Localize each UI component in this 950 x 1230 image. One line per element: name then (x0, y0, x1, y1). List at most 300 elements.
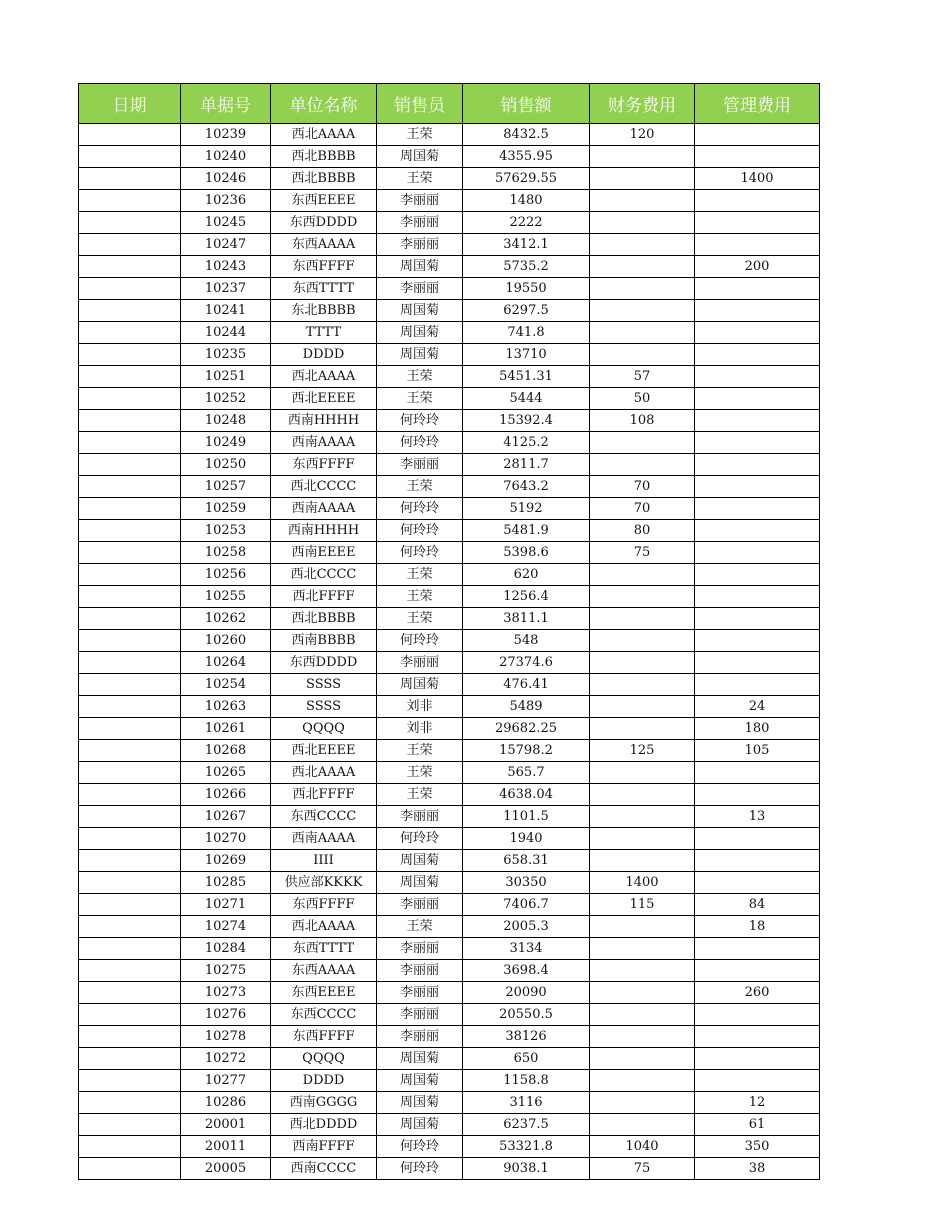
cell-salesperson[interactable]: 李丽丽 (377, 960, 463, 982)
cell-sales-amount[interactable]: 1480 (463, 190, 590, 212)
cell-sales-amount[interactable]: 30350 (463, 872, 590, 894)
cell-date[interactable] (79, 872, 181, 894)
cell-unit-name[interactable]: 西南CCCC (271, 1158, 377, 1180)
cell-salesperson[interactable]: 何玲玲 (377, 828, 463, 850)
cell-finance-fee[interactable] (590, 960, 695, 982)
cell-salesperson[interactable]: 周国菊 (377, 1070, 463, 1092)
cell-doc-no[interactable]: 20011 (181, 1136, 271, 1158)
cell-finance-fee[interactable]: 50 (590, 388, 695, 410)
cell-doc-no[interactable]: 10264 (181, 652, 271, 674)
cell-admin-fee[interactable]: 13 (695, 806, 820, 828)
cell-doc-no[interactable]: 10248 (181, 410, 271, 432)
column-header-salesperson[interactable]: 销售员 (377, 84, 463, 124)
cell-date[interactable] (79, 256, 181, 278)
cell-date[interactable] (79, 1026, 181, 1048)
cell-doc-no[interactable]: 10272 (181, 1048, 271, 1070)
cell-doc-no[interactable]: 10277 (181, 1070, 271, 1092)
cell-sales-amount[interactable]: 5192 (463, 498, 590, 520)
cell-sales-amount[interactable]: 3811.1 (463, 608, 590, 630)
cell-date[interactable] (79, 828, 181, 850)
cell-sales-amount[interactable]: 5451.31 (463, 366, 590, 388)
cell-admin-fee[interactable] (695, 190, 820, 212)
cell-unit-name[interactable]: 西北FFFF (271, 586, 377, 608)
cell-date[interactable] (79, 498, 181, 520)
cell-salesperson[interactable]: 周国菊 (377, 344, 463, 366)
cell-unit-name[interactable]: 西北CCCC (271, 476, 377, 498)
cell-doc-no[interactable]: 10267 (181, 806, 271, 828)
cell-date[interactable] (79, 586, 181, 608)
cell-doc-no[interactable]: 10235 (181, 344, 271, 366)
cell-unit-name[interactable]: 西南HHHH (271, 520, 377, 542)
cell-doc-no[interactable]: 10273 (181, 982, 271, 1004)
cell-sales-amount[interactable]: 3134 (463, 938, 590, 960)
cell-salesperson[interactable]: 王荣 (377, 168, 463, 190)
cell-sales-amount[interactable]: 13710 (463, 344, 590, 366)
cell-salesperson[interactable]: 李丽丽 (377, 278, 463, 300)
cell-finance-fee[interactable]: 115 (590, 894, 695, 916)
column-header-finance-fee[interactable]: 财务费用 (590, 84, 695, 124)
cell-date[interactable] (79, 1004, 181, 1026)
cell-doc-no[interactable]: 10276 (181, 1004, 271, 1026)
cell-sales-amount[interactable]: 4125.2 (463, 432, 590, 454)
cell-finance-fee[interactable]: 1400 (590, 872, 695, 894)
cell-date[interactable] (79, 520, 181, 542)
cell-admin-fee[interactable] (695, 828, 820, 850)
cell-admin-fee[interactable] (695, 1070, 820, 1092)
cell-doc-no[interactable]: 10265 (181, 762, 271, 784)
cell-doc-no[interactable]: 10255 (181, 586, 271, 608)
cell-date[interactable] (79, 652, 181, 674)
cell-doc-no[interactable]: 10243 (181, 256, 271, 278)
column-header-doc-no[interactable]: 单据号 (181, 84, 271, 124)
column-header-admin-fee[interactable]: 管理费用 (695, 84, 820, 124)
cell-salesperson[interactable]: 何玲玲 (377, 542, 463, 564)
cell-salesperson[interactable]: 李丽丽 (377, 982, 463, 1004)
cell-unit-name[interactable]: 东西FFFF (271, 454, 377, 476)
cell-unit-name[interactable]: 东西DDDD (271, 212, 377, 234)
cell-doc-no[interactable]: 10247 (181, 234, 271, 256)
cell-doc-no[interactable]: 10266 (181, 784, 271, 806)
cell-unit-name[interactable]: 东西CCCC (271, 806, 377, 828)
cell-sales-amount[interactable]: 20090 (463, 982, 590, 1004)
cell-sales-amount[interactable]: 3116 (463, 1092, 590, 1114)
cell-date[interactable] (79, 344, 181, 366)
cell-salesperson[interactable]: 李丽丽 (377, 652, 463, 674)
cell-unit-name[interactable]: SSSS (271, 674, 377, 696)
cell-admin-fee[interactable] (695, 124, 820, 146)
cell-date[interactable] (79, 234, 181, 256)
cell-sales-amount[interactable]: 20550.5 (463, 1004, 590, 1026)
cell-salesperson[interactable]: 李丽丽 (377, 938, 463, 960)
cell-unit-name[interactable]: 东西EEEE (271, 982, 377, 1004)
cell-unit-name[interactable]: 东西TTTT (271, 938, 377, 960)
cell-finance-fee[interactable] (590, 190, 695, 212)
cell-date[interactable] (79, 608, 181, 630)
cell-sales-amount[interactable]: 658.31 (463, 850, 590, 872)
cell-salesperson[interactable]: 何玲玲 (377, 410, 463, 432)
cell-admin-fee[interactable] (695, 476, 820, 498)
cell-sales-amount[interactable]: 19550 (463, 278, 590, 300)
cell-admin-fee[interactable] (695, 146, 820, 168)
cell-sales-amount[interactable]: 3412.1 (463, 234, 590, 256)
cell-salesperson[interactable]: 周国菊 (377, 1048, 463, 1070)
cell-sales-amount[interactable]: 6297.5 (463, 300, 590, 322)
cell-sales-amount[interactable]: 2005.3 (463, 916, 590, 938)
cell-unit-name[interactable]: 西南AAAA (271, 828, 377, 850)
cell-date[interactable] (79, 1070, 181, 1092)
cell-unit-name[interactable]: 西北EEEE (271, 740, 377, 762)
cell-finance-fee[interactable] (590, 1004, 695, 1026)
cell-admin-fee[interactable] (695, 630, 820, 652)
cell-doc-no[interactable]: 10236 (181, 190, 271, 212)
cell-doc-no[interactable]: 20001 (181, 1114, 271, 1136)
cell-salesperson[interactable]: 周国菊 (377, 322, 463, 344)
cell-doc-no[interactable]: 10257 (181, 476, 271, 498)
cell-unit-name[interactable]: 东西AAAA (271, 234, 377, 256)
cell-sales-amount[interactable]: 650 (463, 1048, 590, 1070)
cell-admin-fee[interactable] (695, 850, 820, 872)
cell-doc-no[interactable]: 10249 (181, 432, 271, 454)
cell-sales-amount[interactable]: 5735.2 (463, 256, 590, 278)
cell-salesperson[interactable]: 李丽丽 (377, 1004, 463, 1026)
cell-date[interactable] (79, 1136, 181, 1158)
cell-finance-fee[interactable]: 125 (590, 740, 695, 762)
cell-doc-no[interactable]: 10237 (181, 278, 271, 300)
cell-date[interactable] (79, 476, 181, 498)
cell-finance-fee[interactable] (590, 278, 695, 300)
cell-admin-fee[interactable] (695, 1048, 820, 1070)
cell-unit-name[interactable]: 西北AAAA (271, 762, 377, 784)
cell-finance-fee[interactable] (590, 1092, 695, 1114)
cell-salesperson[interactable]: 何玲玲 (377, 520, 463, 542)
cell-date[interactable] (79, 850, 181, 872)
cell-admin-fee[interactable] (695, 586, 820, 608)
cell-sales-amount[interactable]: 27374.6 (463, 652, 590, 674)
column-header-unit-name[interactable]: 单位名称 (271, 84, 377, 124)
cell-sales-amount[interactable]: 15392.4 (463, 410, 590, 432)
cell-salesperson[interactable]: 李丽丽 (377, 894, 463, 916)
cell-unit-name[interactable]: 东西TTTT (271, 278, 377, 300)
cell-unit-name[interactable]: 西北FFFF (271, 784, 377, 806)
cell-unit-name[interactable]: 西北CCCC (271, 564, 377, 586)
cell-date[interactable] (79, 916, 181, 938)
cell-doc-no[interactable]: 10241 (181, 300, 271, 322)
cell-finance-fee[interactable] (590, 696, 695, 718)
cell-finance-fee[interactable] (590, 212, 695, 234)
cell-doc-no[interactable]: 10286 (181, 1092, 271, 1114)
cell-salesperson[interactable]: 刘非 (377, 696, 463, 718)
cell-unit-name[interactable]: 西北BBBB (271, 168, 377, 190)
cell-unit-name[interactable]: 西南EEEE (271, 542, 377, 564)
cell-sales-amount[interactable]: 5481.9 (463, 520, 590, 542)
cell-admin-fee[interactable] (695, 322, 820, 344)
cell-unit-name[interactable]: QQQQ (271, 718, 377, 740)
cell-date[interactable] (79, 982, 181, 1004)
cell-salesperson[interactable]: 周国菊 (377, 146, 463, 168)
cell-salesperson[interactable]: 何玲玲 (377, 630, 463, 652)
cell-finance-fee[interactable] (590, 256, 695, 278)
cell-doc-no[interactable]: 10262 (181, 608, 271, 630)
cell-finance-fee[interactable] (590, 1070, 695, 1092)
cell-salesperson[interactable]: 何玲玲 (377, 1158, 463, 1180)
cell-finance-fee[interactable] (590, 1048, 695, 1070)
cell-date[interactable] (79, 938, 181, 960)
cell-admin-fee[interactable]: 1400 (695, 168, 820, 190)
cell-salesperson[interactable]: 王荣 (377, 608, 463, 630)
cell-admin-fee[interactable] (695, 608, 820, 630)
cell-doc-no[interactable]: 10269 (181, 850, 271, 872)
cell-date[interactable] (79, 740, 181, 762)
cell-unit-name[interactable]: 东西FFFF (271, 256, 377, 278)
cell-sales-amount[interactable]: 7406.7 (463, 894, 590, 916)
cell-doc-no[interactable]: 10244 (181, 322, 271, 344)
cell-admin-fee[interactable]: 18 (695, 916, 820, 938)
column-header-date[interactable]: 日期 (79, 84, 181, 124)
cell-salesperson[interactable]: 周国菊 (377, 850, 463, 872)
cell-unit-name[interactable]: TTTT (271, 322, 377, 344)
cell-date[interactable] (79, 168, 181, 190)
cell-date[interactable] (79, 388, 181, 410)
cell-doc-no[interactable]: 10261 (181, 718, 271, 740)
cell-sales-amount[interactable]: 1101.5 (463, 806, 590, 828)
cell-finance-fee[interactable] (590, 432, 695, 454)
cell-salesperson[interactable]: 李丽丽 (377, 212, 463, 234)
cell-finance-fee[interactable] (590, 1026, 695, 1048)
cell-date[interactable] (79, 432, 181, 454)
cell-date[interactable] (79, 1092, 181, 1114)
cell-admin-fee[interactable] (695, 938, 820, 960)
cell-admin-fee[interactable] (695, 1004, 820, 1026)
cell-finance-fee[interactable]: 75 (590, 542, 695, 564)
cell-sales-amount[interactable]: 3698.4 (463, 960, 590, 982)
cell-doc-no[interactable]: 10252 (181, 388, 271, 410)
cell-salesperson[interactable]: 王荣 (377, 784, 463, 806)
cell-doc-no[interactable]: 10258 (181, 542, 271, 564)
cell-salesperson[interactable]: 周国菊 (377, 256, 463, 278)
cell-date[interactable] (79, 190, 181, 212)
cell-date[interactable] (79, 124, 181, 146)
cell-sales-amount[interactable]: 9038.1 (463, 1158, 590, 1180)
cell-admin-fee[interactable]: 180 (695, 718, 820, 740)
cell-salesperson[interactable]: 李丽丽 (377, 1026, 463, 1048)
cell-finance-fee[interactable] (590, 982, 695, 1004)
cell-finance-fee[interactable] (590, 322, 695, 344)
cell-unit-name[interactable]: 西北EEEE (271, 388, 377, 410)
cell-doc-no[interactable]: 10253 (181, 520, 271, 542)
cell-doc-no[interactable]: 10246 (181, 168, 271, 190)
cell-finance-fee[interactable] (590, 762, 695, 784)
cell-admin-fee[interactable] (695, 1026, 820, 1048)
cell-date[interactable] (79, 784, 181, 806)
cell-date[interactable] (79, 806, 181, 828)
cell-date[interactable] (79, 630, 181, 652)
cell-sales-amount[interactable]: 476.41 (463, 674, 590, 696)
cell-unit-name[interactable]: 西北BBBB (271, 608, 377, 630)
cell-admin-fee[interactable] (695, 432, 820, 454)
cell-salesperson[interactable]: 李丽丽 (377, 234, 463, 256)
cell-salesperson[interactable]: 王荣 (377, 476, 463, 498)
cell-admin-fee[interactable]: 84 (695, 894, 820, 916)
cell-finance-fee[interactable] (590, 608, 695, 630)
cell-unit-name[interactable]: 西南FFFF (271, 1136, 377, 1158)
cell-doc-no[interactable]: 10270 (181, 828, 271, 850)
cell-date[interactable] (79, 1114, 181, 1136)
cell-finance-fee[interactable] (590, 938, 695, 960)
cell-admin-fee[interactable] (695, 498, 820, 520)
cell-doc-no[interactable]: 10260 (181, 630, 271, 652)
cell-sales-amount[interactable]: 8432.5 (463, 124, 590, 146)
cell-unit-name[interactable]: SSSS (271, 696, 377, 718)
cell-date[interactable] (79, 1158, 181, 1180)
cell-finance-fee[interactable] (590, 828, 695, 850)
cell-sales-amount[interactable]: 548 (463, 630, 590, 652)
cell-unit-name[interactable]: 东西FFFF (271, 894, 377, 916)
cell-doc-no[interactable]: 10285 (181, 872, 271, 894)
cell-sales-amount[interactable]: 1158.8 (463, 1070, 590, 1092)
cell-salesperson[interactable]: 王荣 (377, 564, 463, 586)
cell-admin-fee[interactable]: 38 (695, 1158, 820, 1180)
cell-finance-fee[interactable] (590, 630, 695, 652)
cell-sales-amount[interactable]: 5489 (463, 696, 590, 718)
cell-salesperson[interactable]: 王荣 (377, 388, 463, 410)
cell-unit-name[interactable]: 东西FFFF (271, 1026, 377, 1048)
cell-finance-fee[interactable]: 70 (590, 498, 695, 520)
cell-doc-no[interactable]: 10263 (181, 696, 271, 718)
cell-salesperson[interactable]: 刘非 (377, 718, 463, 740)
cell-admin-fee[interactable] (695, 564, 820, 586)
cell-admin-fee[interactable] (695, 960, 820, 982)
cell-finance-fee[interactable] (590, 850, 695, 872)
cell-finance-fee[interactable] (590, 674, 695, 696)
cell-sales-amount[interactable]: 4355.95 (463, 146, 590, 168)
cell-unit-name[interactable]: 西北AAAA (271, 124, 377, 146)
cell-date[interactable] (79, 674, 181, 696)
cell-finance-fee[interactable]: 70 (590, 476, 695, 498)
cell-unit-name[interactable]: 西南GGGG (271, 1092, 377, 1114)
cell-date[interactable] (79, 696, 181, 718)
cell-sales-amount[interactable]: 29682.25 (463, 718, 590, 740)
cell-finance-fee[interactable] (590, 784, 695, 806)
cell-salesperson[interactable]: 何玲玲 (377, 1136, 463, 1158)
cell-finance-fee[interactable]: 57 (590, 366, 695, 388)
cell-admin-fee[interactable] (695, 542, 820, 564)
cell-unit-name[interactable]: 东北BBBB (271, 300, 377, 322)
cell-admin-fee[interactable] (695, 234, 820, 256)
cell-admin-fee[interactable]: 200 (695, 256, 820, 278)
cell-unit-name[interactable]: DDDD (271, 1070, 377, 1092)
cell-admin-fee[interactable]: 260 (695, 982, 820, 1004)
cell-date[interactable] (79, 564, 181, 586)
cell-salesperson[interactable]: 王荣 (377, 762, 463, 784)
cell-unit-name[interactable]: 东西DDDD (271, 652, 377, 674)
cell-unit-name[interactable]: DDDD (271, 344, 377, 366)
cell-doc-no[interactable]: 10259 (181, 498, 271, 520)
cell-salesperson[interactable]: 周国菊 (377, 300, 463, 322)
cell-doc-no[interactable]: 10275 (181, 960, 271, 982)
cell-sales-amount[interactable]: 6237.5 (463, 1114, 590, 1136)
cell-admin-fee[interactable] (695, 454, 820, 476)
cell-salesperson[interactable]: 王荣 (377, 916, 463, 938)
cell-unit-name[interactable]: 东西CCCC (271, 1004, 377, 1026)
cell-unit-name[interactable]: 西南HHHH (271, 410, 377, 432)
cell-doc-no[interactable]: 10245 (181, 212, 271, 234)
cell-date[interactable] (79, 542, 181, 564)
cell-admin-fee[interactable] (695, 366, 820, 388)
cell-doc-no[interactable]: 10278 (181, 1026, 271, 1048)
cell-salesperson[interactable]: 周国菊 (377, 1114, 463, 1136)
cell-date[interactable] (79, 300, 181, 322)
cell-unit-name[interactable]: 西南BBBB (271, 630, 377, 652)
cell-salesperson[interactable]: 何玲玲 (377, 432, 463, 454)
cell-unit-name[interactable]: 西北BBBB (271, 146, 377, 168)
cell-unit-name[interactable]: 东西EEEE (271, 190, 377, 212)
cell-admin-fee[interactable] (695, 784, 820, 806)
cell-doc-no[interactable]: 10284 (181, 938, 271, 960)
cell-salesperson[interactable]: 周国菊 (377, 674, 463, 696)
cell-doc-no[interactable]: 20005 (181, 1158, 271, 1180)
cell-finance-fee[interactable] (590, 344, 695, 366)
cell-doc-no[interactable]: 10251 (181, 366, 271, 388)
cell-sales-amount[interactable]: 1940 (463, 828, 590, 850)
cell-finance-fee[interactable]: 80 (590, 520, 695, 542)
cell-admin-fee[interactable] (695, 652, 820, 674)
cell-finance-fee[interactable] (590, 234, 695, 256)
cell-doc-no[interactable]: 10271 (181, 894, 271, 916)
cell-date[interactable] (79, 454, 181, 476)
cell-admin-fee[interactable] (695, 300, 820, 322)
cell-finance-fee[interactable] (590, 916, 695, 938)
cell-salesperson[interactable]: 周国菊 (377, 872, 463, 894)
cell-unit-name[interactable]: 西北AAAA (271, 366, 377, 388)
cell-unit-name[interactable]: 西北AAAA (271, 916, 377, 938)
cell-admin-fee[interactable] (695, 278, 820, 300)
cell-salesperson[interactable]: 周国菊 (377, 1092, 463, 1114)
cell-finance-fee[interactable]: 1040 (590, 1136, 695, 1158)
cell-doc-no[interactable]: 10274 (181, 916, 271, 938)
cell-salesperson[interactable]: 王荣 (377, 124, 463, 146)
cell-admin-fee[interactable]: 24 (695, 696, 820, 718)
cell-doc-no[interactable]: 10239 (181, 124, 271, 146)
cell-finance-fee[interactable] (590, 300, 695, 322)
cell-sales-amount[interactable]: 2222 (463, 212, 590, 234)
cell-unit-name[interactable]: 西南AAAA (271, 432, 377, 454)
cell-sales-amount[interactable]: 38126 (463, 1026, 590, 1048)
cell-finance-fee[interactable] (590, 1114, 695, 1136)
cell-admin-fee[interactable]: 105 (695, 740, 820, 762)
cell-date[interactable] (79, 762, 181, 784)
column-header-sales-amount[interactable]: 销售额 (463, 84, 590, 124)
cell-admin-fee[interactable] (695, 520, 820, 542)
cell-doc-no[interactable]: 10250 (181, 454, 271, 476)
cell-date[interactable] (79, 146, 181, 168)
cell-date[interactable] (79, 366, 181, 388)
cell-finance-fee[interactable]: 75 (590, 1158, 695, 1180)
cell-admin-fee[interactable] (695, 212, 820, 234)
cell-admin-fee[interactable] (695, 410, 820, 432)
cell-finance-fee[interactable] (590, 146, 695, 168)
cell-date[interactable] (79, 322, 181, 344)
cell-unit-name[interactable]: 供应部KKKK (271, 872, 377, 894)
cell-admin-fee[interactable] (695, 344, 820, 366)
cell-salesperson[interactable]: 王荣 (377, 366, 463, 388)
cell-date[interactable] (79, 212, 181, 234)
cell-salesperson[interactable]: 王荣 (377, 586, 463, 608)
cell-sales-amount[interactable]: 565.7 (463, 762, 590, 784)
cell-date[interactable] (79, 894, 181, 916)
cell-sales-amount[interactable]: 620 (463, 564, 590, 586)
cell-salesperson[interactable]: 李丽丽 (377, 454, 463, 476)
cell-sales-amount[interactable]: 1256.4 (463, 586, 590, 608)
